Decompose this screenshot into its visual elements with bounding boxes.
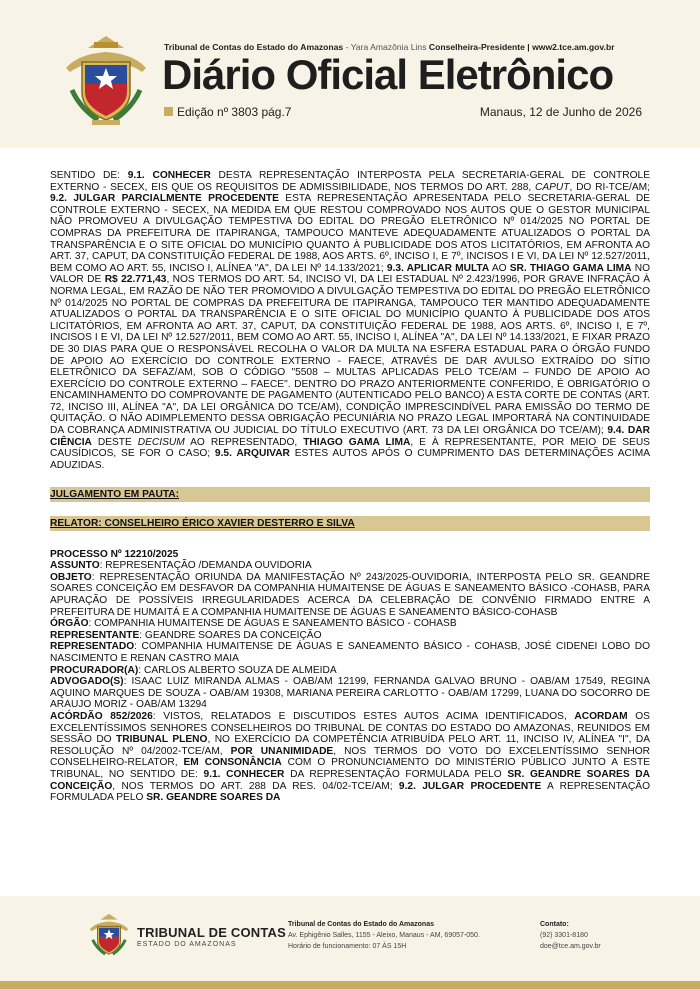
decision-paragraph [50, 170, 650, 471]
field-label: PROCURADOR(A) [50, 664, 139, 676]
document-body [50, 170, 650, 804]
field-value: : REPRESENTAÇÃO /DEMANDA OUVIDORIA [99, 560, 312, 572]
text-bold: PROCESSO Nº 12210/2025 [50, 548, 179, 560]
tce-crest-logo-icon [58, 28, 154, 128]
text: SENTIDO DE: [50, 170, 128, 181]
field-value: : ISAAC LUIZ MIRANDA ALMAS - OAB/AM 12199, FERNANDA GALVAO BRUNO - OAB/AM 17549, REGINA AQUINO MARQUES DE SOUZA - OAB/AM 19308, MARIANA PEREIRA CARLOTTO - OAB/AM 17299, LUANA DO SOCORRO DE ARAUJO MORIZ - OAB/AM 13294 [50, 676, 650, 711]
text: AO [489, 262, 510, 274]
site-link[interactable]: www2.tce.am.gov.br [532, 42, 615, 52]
text: ESTES AUTOS APÓS O CUMPRIMENTO DAS DETERMINAÇÕES ACIMA ADUZIDAS. [50, 448, 650, 471]
process-advogados [50, 676, 650, 711]
section-heading-relator: RELATOR: CONSELHEIRO ÉRICO XAVIER DESTERRO E SILVA [50, 516, 650, 531]
text: DESTA REPRESENTAÇÃO INTERPOSTA PELA SECRETARIA-GERAL DE CONTROLE EXTERNO - SECEX, EIS QUE OS REQUISITOS DE ADMISSIBILIDADE, NOS TERMOS DO ART. 288, [50, 170, 650, 193]
text: NO VALOR DE [50, 262, 650, 286]
text-bold: EM CONSONÂNCIA [183, 757, 282, 769]
text-italic: DECISUM [137, 436, 185, 448]
text-bold: TRIBUNAL PLENO [116, 734, 208, 746]
section-heading-pauta: JULGAMENTO EM PAUTA: [50, 487, 650, 502]
process-acordao [50, 711, 650, 804]
text-bold: 9.5. ARQUIVAR [214, 448, 290, 460]
field-value: : COMPANHIA HUMAITENSE DE ÁGUAS E SANEAMENTO BÁSICO - COHASB, JOSÉ CIDENEI LOBO DO NASCIMENTO E RENAN CASTRO MAIA [50, 641, 650, 664]
process-representado [50, 641, 650, 664]
footer-email[interactable]: doe@tce.am.gov.br [540, 943, 601, 950]
field-label: ADVOGADO(S) [50, 676, 124, 688]
text: A REPRESENTAÇÃO FORMULADA PELO [50, 780, 651, 804]
page-header [0, 0, 700, 148]
process-block [50, 549, 650, 804]
footer-phone[interactable]: (92) 3301-8180 [540, 932, 588, 939]
field-value: : CARLOS ALBERTO SOUZA DE ALMEIDA [138, 664, 337, 676]
footer-accent-line [0, 981, 700, 989]
text-bold: POR UNANIMIDADE [230, 745, 334, 757]
process-procurador [50, 665, 650, 677]
text-bold: R$ 22.771,43 [104, 274, 167, 286]
publication-date: Manaus, 12 de Junho de 2026 [479, 105, 642, 119]
separator: | [524, 42, 533, 52]
text: ESTA REPRESENTAÇÃO APRESENTADA PELO SECRETARIA-GERAL DE CONTROLE EXTERNO - SECEX, NA MEDIDA EM QUE RESTOU COMPROVADO NOS AUTOS QUE O GESTOR MUNICIPAL NÃO PROMOVEU A DIVULGAÇÃO TEMPESTIVA DO EDITAL DO PREGÃO ELETRÔNICO Nº 014/2025 NO PORTAL DE COMPRAS DA PREFEITURA DE ITAPIRANGA, TAMPOUCO MANTEVE ADEQUADAMENTE ATUALIZADOS O PORTAL DA TRANSPARÊNCIA E O SITE OFICIAL DO MUNICÍPIO QUANTO À PUBLICIDADE DOS ATOS LICITATÓRIOS, EM AFRONTA AO ART. 37, CAPUT, DA CONSTITUIÇÃO FEDERAL DE 1988, AOS ARTS. 6º, INCISO I, E 7º, INCISOS I E VI, DA LEI Nº 12.527/2011, BEM COMO AO ART. 55, INCISO I, ALÍNEA "A", DA LEI Nº 14.133/2021; [50, 193, 650, 274]
field-label: REPRESENTADO [50, 641, 135, 653]
page-title: Diário Oficial Eletrônico [162, 51, 614, 98]
text: DESTE [91, 436, 138, 448]
field-value: : GEANDRE SOARES DA CONCEIÇÃO [139, 629, 322, 641]
text-bold: THIAGO GAMA LIMA [303, 436, 411, 448]
text-bold: SR. GEANDRE SOARES DA CONCEIÇÃO [50, 768, 651, 792]
text-bold: ACÓRDÃO 852/2026 [50, 710, 153, 722]
field-label: OBJETO [50, 571, 92, 583]
text-bold: 9.4. DAR CIÊNCIA [50, 425, 650, 448]
text: , NO EXERCÍCIO DA COMPETÊNCIA ATRIBUÍDA PELO ART. 11, INCISO IV, ALÍNEA "I", DA RESOLUÇÃO Nº 04/2002-TCE/AM, [50, 734, 650, 757]
footer-brand-subtitle: ESTADO DO AMAZONAS [137, 941, 237, 948]
field-label: ÓRGÃO [50, 618, 89, 630]
text-bold: SR. THIAGO GAMA LIMA [509, 262, 632, 274]
footer-address-title: Tribunal de Contas do Estado do Amazonas [288, 921, 434, 928]
footer-brand-title: TRIBUNAL DE CONTAS [137, 925, 287, 940]
separator: - [343, 42, 351, 52]
text-bold: 9.2. JULGAR PARCIALMENTE PROCEDENTE [50, 193, 279, 205]
text-bold: 9.2. JULGAR PROCEDENTE [398, 780, 542, 792]
edition-text: Edição nº 3803 pág.7 [177, 105, 292, 119]
text: , NOS TERMOS DO ART. 288 DA RES. 04/02-TCE/AM; [112, 780, 399, 792]
text: , NOS TERMOS DO VOTO DO EXCELENTÍSSIMO SENHOR CONSELHEIRO-RELATOR, [50, 745, 650, 769]
footer-contact [540, 919, 601, 952]
text-bold: ACORDAM [574, 710, 628, 722]
edition-info [164, 105, 291, 119]
org-name: Tribunal de Contas do Estado do Amazonas [164, 42, 344, 52]
square-bullet-icon [164, 107, 173, 116]
process-assunto [50, 560, 650, 572]
text: COM O PRONUNCIAMENTO DO MINISTÉRIO PÚBLICO JUNTO A ESTE TRIBUNAL, NO SENTIDO DE: [50, 757, 650, 780]
footer-hours: Horário de funcionamento: 07 ÀS 15H [288, 943, 407, 950]
text: , DO RI-TCE/AM; [569, 181, 651, 193]
text-bold: 9.1. CONHECER [203, 768, 285, 780]
footer-address [288, 919, 480, 952]
text: OS EXCELENTÍSSIMOS SENHORES CONSELHEIROS DO TRIBUNAL DE CONTAS DO ESTADO DO AMAZONAS, REUNIDOS EM SESSÃO DO [50, 710, 650, 746]
footer-brand [137, 925, 286, 948]
field-label: ASSUNTO [50, 560, 100, 572]
footer-contact-title: Contato: [540, 921, 569, 928]
footer-address-line: Av. Ephigênio Salles, 1155 - Aleixo, Manaus - AM, 69057-050. [288, 932, 480, 939]
text: , E À REPRESENTANTE, POR MEIO DE SEUS CAUSÍDICOS, SE FOR O CASO; [50, 436, 650, 460]
text: : VISTOS, RELATADOS E DISCUTIDOS ESTES AUTOS ACIMA IDENTIFICADOS, [152, 710, 575, 722]
field-value: : COMPANHIA HUMAITENSE DE ÁGUAS E SANEAMENTO BÁSICO - COHASB [88, 618, 457, 630]
process-number [50, 549, 650, 561]
president-name: Yara Amazônia Lins [350, 42, 427, 52]
tce-footer-crest-icon [86, 910, 132, 958]
text-bold: 9.3. APLICAR MULTA [386, 262, 490, 274]
text-bold: SR. GEANDRE SOARES DA [146, 792, 281, 804]
process-representante [50, 630, 650, 642]
text: DA REPRESENTAÇÃO FORMULADA PELO [284, 768, 508, 780]
president-role: Conselheira-Presidente [426, 42, 525, 52]
process-objeto [50, 572, 650, 618]
field-label: REPRESENTANTE [50, 629, 140, 641]
text-italic: CAPUT [534, 181, 570, 193]
field-value: : REPRESENTAÇÃO ORIUNDA DA MANIFESTAÇÃO Nº 243/2025-OUVIDORIA, INTERPOSTA PELO SR. GEANDRE SOARES CONCEIÇÃO EM DESFAVOR DA COMPANHIA HUMAITENSE DE ÁGUAS E SANEAMENTO BÁSICO -COHASB, PARA APURAÇÃO DE POSSÍVEIS IRREGULARIDADES ACERCA DA CELEBRAÇÃO DE CONVÊNIO FIRMADO ENTRE A PREFEITURA DE HUMAITÁ E A COMPANHIA HUMAITENSE DE ÁGUAS E SANEAMENTO BÁSICO-COHASB [50, 571, 650, 618]
text-bold: 9.1. CONHECER [127, 170, 211, 181]
text: , NOS TERMOS DO ART. 54, INCISO VI, DA LEI ESTADUAL Nº 2.423/1996, POR GRAVE INFRAÇÃO À NORMA LEGAL, EM RAZÃO DE NÃO TER PROMOVIDO A DIVULGAÇÃO TEMPESTIVA DO EDITAL DO PREGÃO ELETRÔNICO Nº 014/2025 NO PORTAL DE COMPRAS DA PREFEITURA DE ITAPIRANGA, TAMPOUCO TER MANTIDO ADEQUADAMENTE ATUALIZADOS O PORTAL DA TRANSPARÊNCIA E O SITE OFICIAL DO MUNICÍPIO QUANTO À PUBLICIDADE DOS ATOS LICITATÓRIOS, EM AFRONTA AO ART. 37, CAPUT, DA CONSTITUIÇÃO FEDERAL DE 1988, AOS ARTS. 6º, INCISO I, E 7º, INCISOS I E VI, DA LEI Nº 12.527/2011, BEM COMO AO ART. 55, INCISO I, ALÍNEA "A", DA LEI Nº 14.133/2021, E FIXAR PRAZO DE 30 DIAS PARA QUE O RESPONSÁVEL RECOLHA O VALOR DA MULTA NA ESFERA ESTADUAL PARA O ÓRGÃO FUNDO DE APOIO AO EXERCÍCIO DO CONTROLE EXTERNO - FAECE, ATRAVÉS DE DAR AVULSO EXTRAÍDO DO SÍTIO ELETRÔNICO DA SEFAZ/AM, SOB O CÓDIGO "5508 – MULTAS APLICADAS PELO TCE/AM – FUNDO DE APOIO AO EXERCÍCIO DO CONTROLE EXTERNO – FAECE". DENTRO DO PRAZO ANTERIORMENTE CONFERIDO, É OBRIGATÓRIO O ENCAMINHAMENTO DO COMPROVANTE DE PAGAMENTO (AUTENTICADO PELO BANCO) A ESTA CORTE DE CONTAS (ART. 72, INCISO III, ALÍNEA "A", DA LEI ORGÂNICA DO TCE/AM), CONDIÇÃO IMPRESCINDÍVEL PARA EMISSÃO DO TERMO DE QUITAÇÃO. O NÃO ADIMPLEMENTO DESSA OBRIGAÇÃO PECUNIÁRIA NO PRAZO LEGAL IMPORTARÁ NA CONTINUIDADE DA COBRANÇA ADMINISTRATIVA OU JUDICIAL DO TÍTULO EXECUTIVO (ART. 73 DA LEI ORGÂNICA DO TCE/AM); [50, 274, 650, 437]
process-orgao [50, 618, 650, 630]
text: AO REPRESENTADO, [184, 436, 304, 448]
